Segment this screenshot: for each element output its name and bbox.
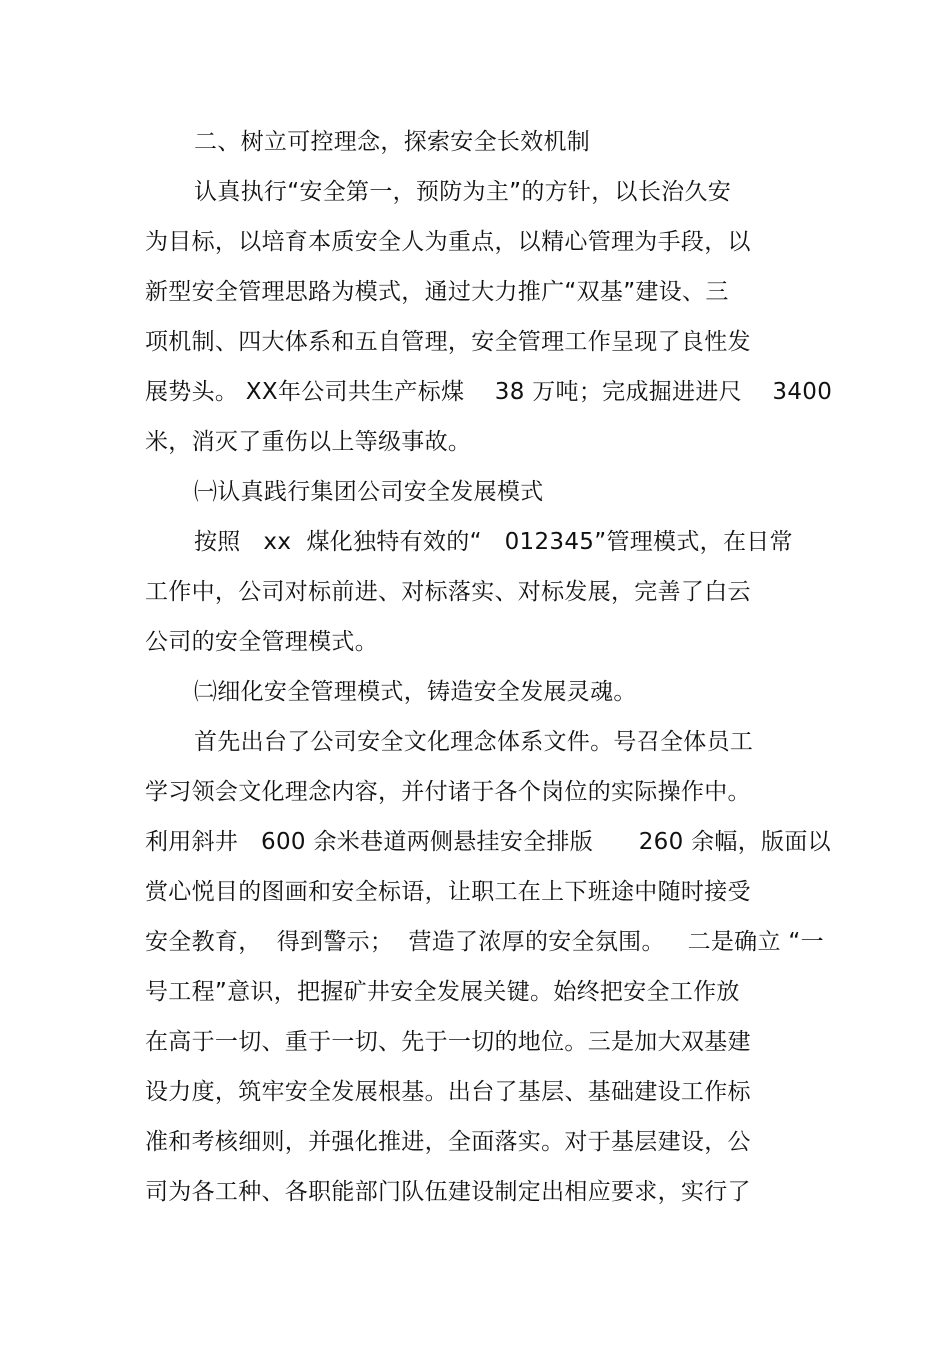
paragraph-line: 米，消灭了重伤以上等级事故。 (145, 429, 472, 455)
subsection-heading-1: ㈠认真践行集团公司安全发展模式 (194, 479, 544, 505)
paragraph-line: 准和考核细则，并强化推进，全面落实。对于基层建设，公 (145, 1129, 751, 1155)
paragraph-line: 赏心悦目的图画和安全标语，让职工在上下班途中随时接受 (145, 879, 751, 905)
paragraph-line: 项机制、四大体系和五自管理，安全管理工作呈现了良性发 (145, 329, 751, 355)
paragraph-line: 按照 xx 煤化独特有效的“ 012345”管理模式，在日常 (194, 529, 793, 555)
paragraph-line: 安全教育， 得到警示； 营造了浓厚的安全氛围。 二是确立 “一 (145, 929, 824, 955)
paragraph-line: 在高于一切、重于一切、先于一切的地位。三是加大双基建 (145, 1029, 751, 1055)
paragraph-line: 号工程”意识，把握矿井安全发展关键。始终把安全工作放 (145, 979, 740, 1005)
paragraph-line: 首先出台了公司安全文化理念体系文件。号召全体员工 (194, 729, 754, 755)
subsection-heading-2: ㈡细化安全管理模式，铸造安全发展灵魂。 (194, 679, 637, 705)
paragraph-line: 学习领会文化理念内容，并付诸于各个岗位的实际操作中。 (145, 779, 751, 805)
paragraph-line: 司为各工种、各职能部门队伍建设制定出相应要求，实行了 (145, 1179, 751, 1205)
paragraph-line: 利用斜井 600 余米巷道两侧悬挂安全排版 260 余幅，版面以 (145, 829, 831, 855)
paragraph-line: 展势头。 XX年公司共生产标煤 38 万吨；完成掘进进尺 3400 (145, 379, 833, 405)
section-heading-2: 二、树立可控理念，探索安全长效机制 (194, 129, 591, 155)
paragraph-line: 为目标，以培育本质安全人为重点，以精心管理为手段，以 (145, 229, 751, 255)
paragraph-line: 公司的安全管理模式。 (145, 629, 378, 655)
paragraph-line: 设力度，筑牢安全发展根基。出台了基层、基础建设工作标 (145, 1079, 751, 1105)
paragraph-line: 认真执行“安全第一，预防为主”的方针，以长治久安 (194, 179, 732, 205)
paragraph-line: 工作中，公司对标前进、对标落实、对标发展，完善了白云 (145, 579, 751, 605)
paragraph-line: 新型安全管理思路为模式，通过大力推广“双基”建设、三 (145, 279, 729, 305)
